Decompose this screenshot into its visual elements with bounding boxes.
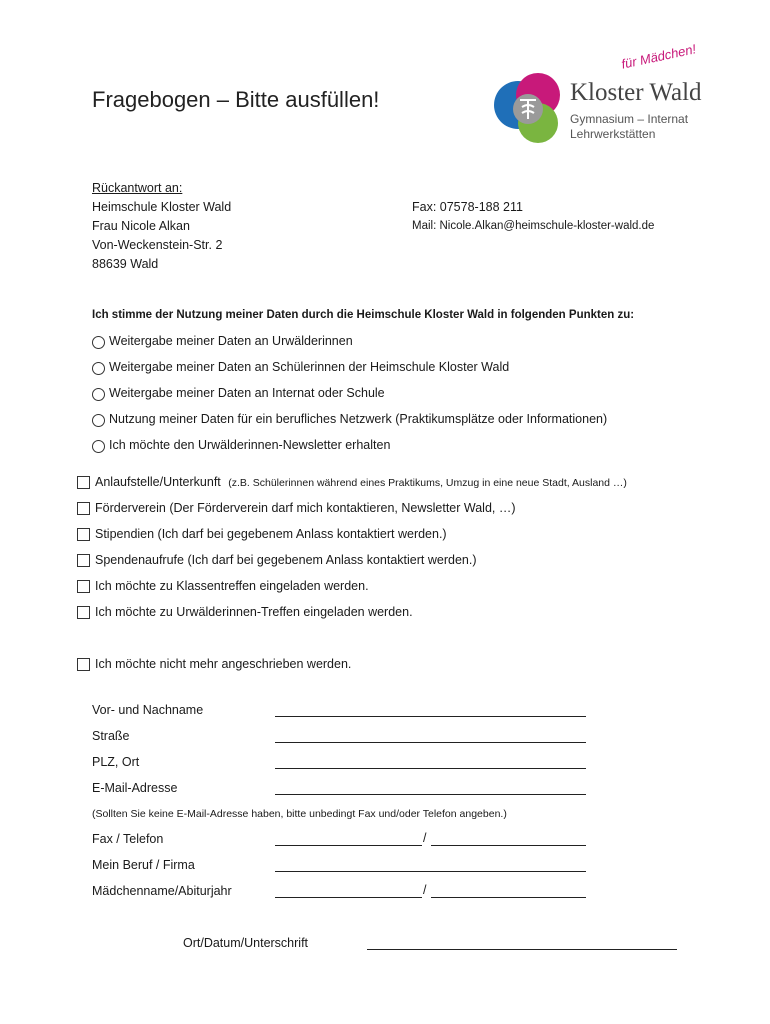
- radio-label: Weitergabe meiner Daten an Internat oder Schule: [109, 386, 385, 400]
- email-input-line[interactable]: [275, 794, 586, 795]
- logo-line-1: Gymnasium – Internat: [570, 112, 689, 126]
- checkbox-label-note: (z.B. Schülerinnen während eines Praktikums, Umzug in eine neue Stadt, Ausland …): [228, 477, 627, 489]
- fax-number: Fax: 07578-188 211: [412, 200, 523, 214]
- address-line-1: Heimschule Kloster Wald: [92, 200, 232, 214]
- field-label-job: Mein Beruf / Firma: [92, 858, 195, 872]
- checkbox-label: Ich möchte zu Urwälderinnen-Treffen eingeladen werden.: [95, 605, 413, 619]
- address-line-4: 88639 Wald: [92, 257, 159, 271]
- abitur-year-input-line[interactable]: [431, 897, 586, 898]
- mail-address: Mail: Nicole.Alkan@heimschule-kloster-wald.de: [412, 220, 655, 232]
- address-line-3: Von-Weckenstein-Str. 2: [92, 238, 223, 252]
- checkbox-spendenaufrufe[interactable]: [77, 554, 90, 567]
- phone-input-line[interactable]: [431, 845, 586, 846]
- email-note: (Sollten Sie keine E-Mail-Adresse haben, bitte unbedingt Fax und/oder Telefon angeben.): [92, 808, 507, 820]
- signature-input-line[interactable]: [367, 949, 677, 950]
- field-label-signature: Ort/Datum/Unterschrift: [183, 936, 309, 950]
- radio-netzwerk[interactable]: [92, 414, 105, 427]
- checkbox-label-main: Anlaufstelle/Unterkunft: [95, 475, 221, 489]
- radio-internat-schule[interactable]: [92, 388, 105, 401]
- checkbox-label: Förderverein (Der Förderverein darf mich kontaktieren, Newsletter Wald, …): [95, 501, 516, 515]
- field-label-fax: Fax / Telefon: [92, 832, 164, 846]
- maiden-year-separator: /: [423, 883, 427, 897]
- checkbox-label: Ich möchte zu Klassentreffen eingeladen werden.: [95, 579, 369, 593]
- radio-urwaelderinnen[interactable]: [92, 336, 105, 349]
- radio-newsletter[interactable]: [92, 440, 105, 453]
- maiden-name-input-line[interactable]: [275, 897, 422, 898]
- field-label-name: Vor- und Nachname: [92, 703, 204, 717]
- fax-phone-separator: /: [423, 831, 427, 845]
- checkbox-label: [95, 475, 627, 489]
- checkbox-label: Spendenaufrufe (Ich darf bei gegebenem Anlass kontaktiert werden.): [95, 553, 477, 567]
- radio-schuelerinnen[interactable]: [92, 362, 105, 375]
- logo-name: Kloster Wald: [570, 79, 702, 106]
- checkbox-anlaufstelle[interactable]: [77, 476, 90, 489]
- consent-heading: Ich stimme der Nutzung meiner Daten durch die Heimschule Kloster Wald in folgenden Punkten zu:: [92, 309, 635, 321]
- radio-label: Weitergabe meiner Daten an Urwälderinnen: [109, 334, 353, 348]
- checkbox-foerderverein[interactable]: [77, 502, 90, 515]
- checkbox-stipendien[interactable]: [77, 528, 90, 541]
- address-heading: Rückantwort an:: [92, 181, 183, 195]
- field-label-street: Straße: [92, 729, 130, 743]
- street-input-line[interactable]: [275, 742, 586, 743]
- checkbox-klassentreffen[interactable]: [77, 580, 90, 593]
- logo-tagline: für Mädchen!: [620, 41, 698, 72]
- radio-label: Nutzung meiner Daten für ein berufliches Netzwerk (Praktikumsplätze oder Informationen): [109, 412, 608, 426]
- address-line-2: Frau Nicole Alkan: [92, 219, 190, 233]
- radio-label: Ich möchte den Urwälderinnen-Newsletter erhalten: [109, 438, 391, 452]
- radio-label: Weitergabe meiner Daten an Schülerinnen der Heimschule Kloster Wald: [109, 360, 510, 374]
- page-title: Fragebogen – Bitte ausfüllen!: [92, 87, 380, 112]
- city-input-line[interactable]: [275, 768, 586, 769]
- checkbox-urwaelderinnen-treffen[interactable]: [77, 606, 90, 619]
- checkbox-label: Stipendien (Ich darf bei gegebenem Anlass kontaktiert werden.): [95, 527, 447, 541]
- job-input-line[interactable]: [275, 871, 586, 872]
- school-logo: [490, 41, 720, 150]
- checkbox-nicht-anschreiben[interactable]: [77, 658, 90, 671]
- name-input-line[interactable]: [275, 716, 586, 717]
- field-label-city: PLZ, Ort: [92, 755, 140, 769]
- field-label-email: E-Mail-Adresse: [92, 781, 178, 795]
- logo-line-2: Lehrwerkstätten: [570, 127, 656, 141]
- fax-input-line[interactable]: [275, 845, 422, 846]
- checkbox-label: Ich möchte nicht mehr angeschrieben werden.: [95, 657, 352, 671]
- field-label-maiden: Mädchenname/Abiturjahr: [92, 884, 232, 898]
